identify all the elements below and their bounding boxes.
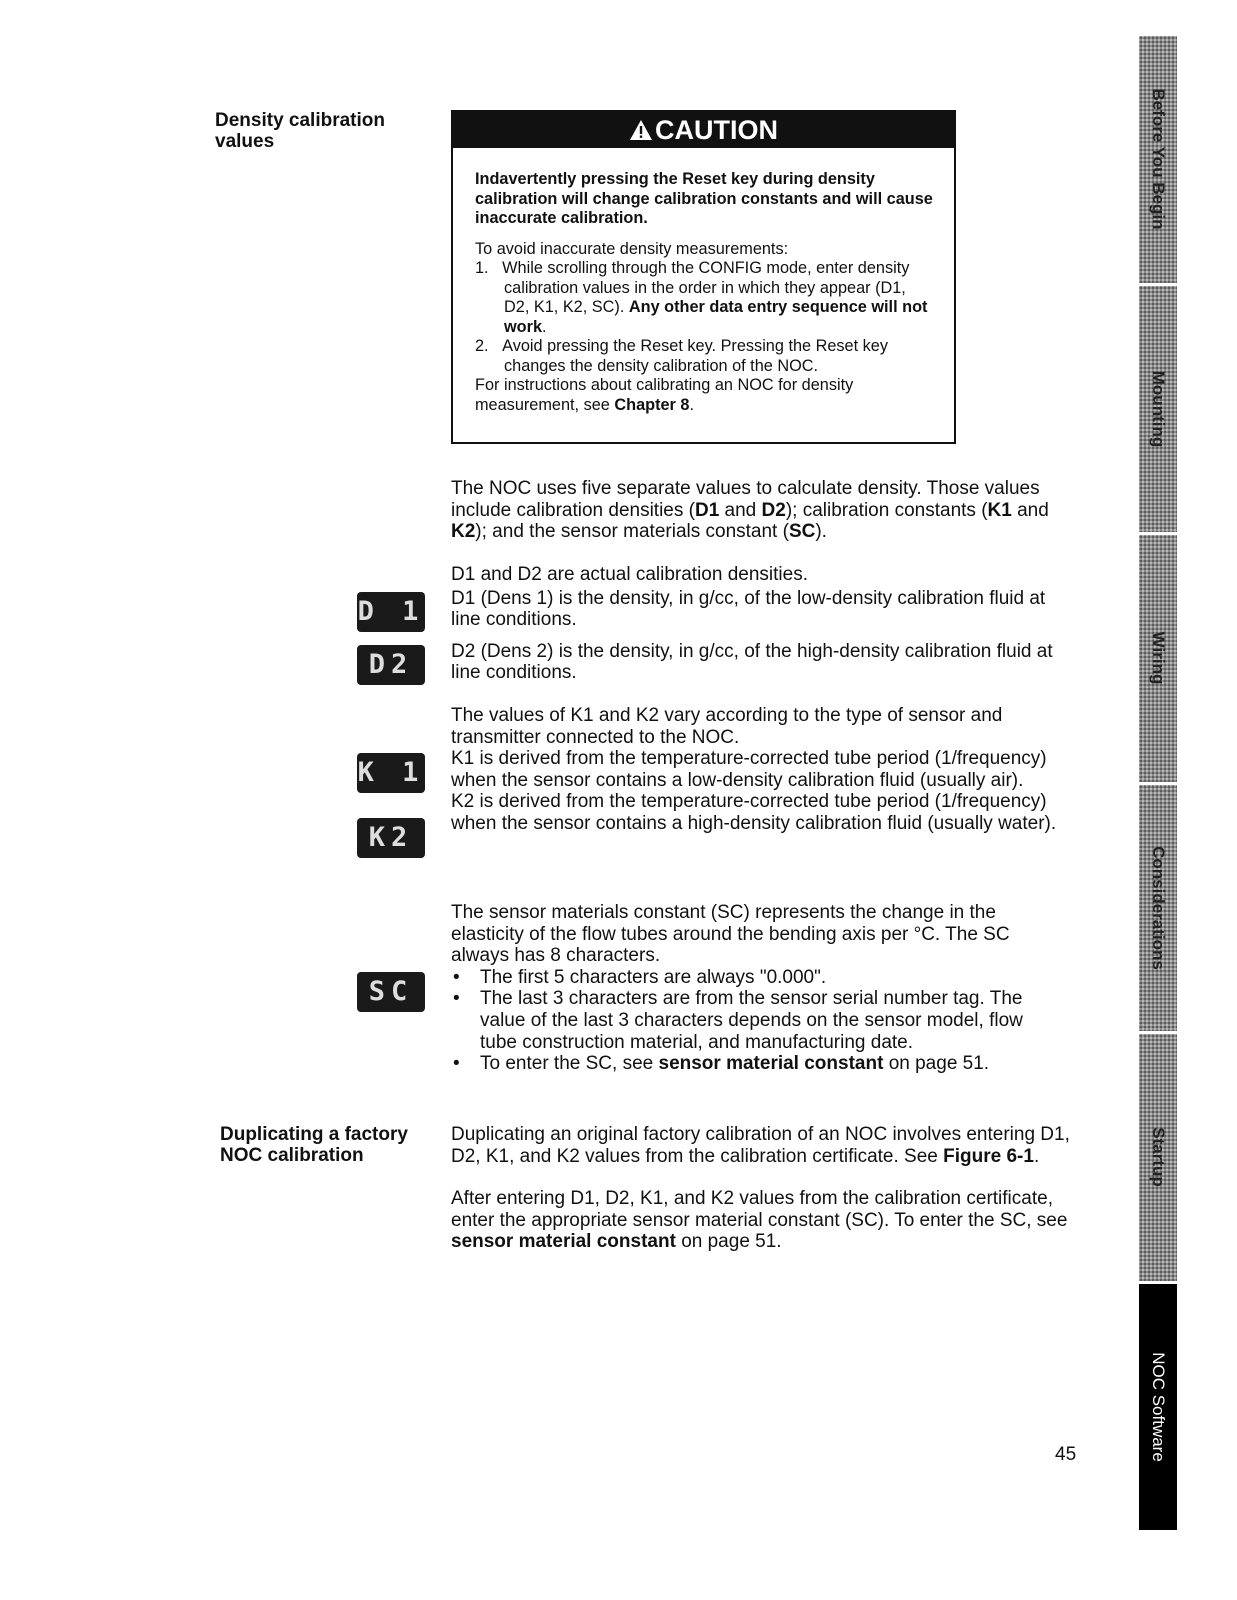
- chapter-tabs: [1139, 36, 1177, 1533]
- tab-wiring: Wiring: [1139, 535, 1177, 785]
- figure-ref: Figure 6-1: [943, 1145, 1034, 1167]
- section-heading-density: Density calibration values: [215, 110, 385, 152]
- d-lead: D1 and D2 are actual calibration densities.: [451, 564, 808, 585]
- sc-lead: The sensor materials constant (SC) represents the change in the elasticity of the flow tubes around the bending axis per °C. The SC always has 8 characters.: [451, 902, 1010, 967]
- sc-bullet-3: • To enter the SC, see sensor material constant on page 51.: [451, 1053, 1061, 1075]
- k-lead: The values of K1 and K2 vary according to the type of sensor and transmitter connected to the NOC.: [451, 705, 1003, 748]
- tab-before-you-begin: Before You Begin: [1139, 36, 1177, 286]
- dup-paragraph-1: Duplicating an original factory calibration of an NOC involves entering D1, D2, K1, and K2 values from the calibration certificate. See Figure 6-1.: [451, 1124, 1070, 1167]
- display-k1-icon: K 1: [357, 753, 425, 793]
- display-k2-icon: K2: [357, 818, 425, 858]
- caution-title: CAUTION: [655, 115, 778, 145]
- d2-description: D2 (Dens 2) is the density, in g/cc, of the high-density calibration fluid at line conditions.: [451, 640, 1053, 684]
- page-number: 45: [1055, 1444, 1077, 1465]
- caution-list: [475, 259, 934, 376]
- sc-bullet-1: • The first 5 characters are always "0.000".: [451, 967, 1061, 989]
- display-d2-icon: D2: [357, 645, 425, 685]
- caution-header: [453, 112, 954, 148]
- k2-description: K2 is derived from the temperature-corrected tube period (1/frequency) when the sensor contains a high-density calibration fluid (usually water).: [451, 791, 1057, 834]
- duplicating-section: [451, 1124, 1071, 1253]
- sc-bullets: [451, 967, 1061, 1075]
- caution-item-2: 2. Avoid pressing the Reset key. Pressing the Reset key changes the density calibration of the NOC.: [475, 337, 888, 375]
- caution-item-1: 1. While scrolling through the CONFIG mode, enter density calibration values in the order in which they appear (D1, D2, K1, K2, SC). Any other data entry sequence will not work.: [475, 259, 928, 336]
- caution-warning: Indavertently pressing the Reset key during density calibration will change calibration constants and will cause inaccurate calibration.: [475, 170, 933, 227]
- sc-bullet-2: • The last 3 characters are from the sensor serial number tag. The value of the last 3 characters depends on the sensor model, flow tube construction material, and manufacturing date.: [451, 988, 1061, 1053]
- display-sc-icon: SC: [357, 972, 425, 1012]
- caution-box: [451, 110, 956, 444]
- k1-description: K1 is derived from the temperature-corrected tube period (1/frequency) when the sensor contains a low-density calibration fluid (usually air).: [451, 748, 1047, 791]
- chapter-ref: Chapter 8: [614, 395, 690, 414]
- d-section: [451, 564, 1071, 684]
- tab-mounting: Mounting: [1139, 286, 1177, 536]
- caution-intro: To avoid inaccurate density measurements:: [475, 239, 789, 258]
- d1-description: D1 (Dens 1) is the density, in g/cc, of the low-density calibration fluid at line conditions.: [451, 587, 1046, 631]
- k-section: [451, 705, 1076, 835]
- intro-paragraph: The NOC uses five separate values to calculate density. Those values include calibration densities (D1 and D2); calibration constants (K1 and K2); and the sensor materials constant (SC).: [451, 478, 1049, 543]
- display-d1-icon: D 1: [357, 592, 425, 632]
- tab-startup: Startup: [1139, 1034, 1177, 1284]
- dup-paragraph-2: After entering D1, D2, K1, and K2 values from the calibration certificate, enter the appropriate sensor material constant (SC). To enter the SC, see sensor material constant on page 51.: [451, 1188, 1068, 1253]
- tab-noc-software: NOC Software: [1139, 1284, 1177, 1534]
- sc-section: [451, 902, 1061, 1075]
- tab-considerations: Considerations: [1139, 785, 1177, 1035]
- caution-footer: For instructions about calibrating an NOC for density measurement, see Chapter 8.: [475, 376, 854, 414]
- warning-triangle-icon: [629, 119, 653, 141]
- section-heading-duplicating: Duplicating a factory NOC calibration: [220, 1124, 408, 1166]
